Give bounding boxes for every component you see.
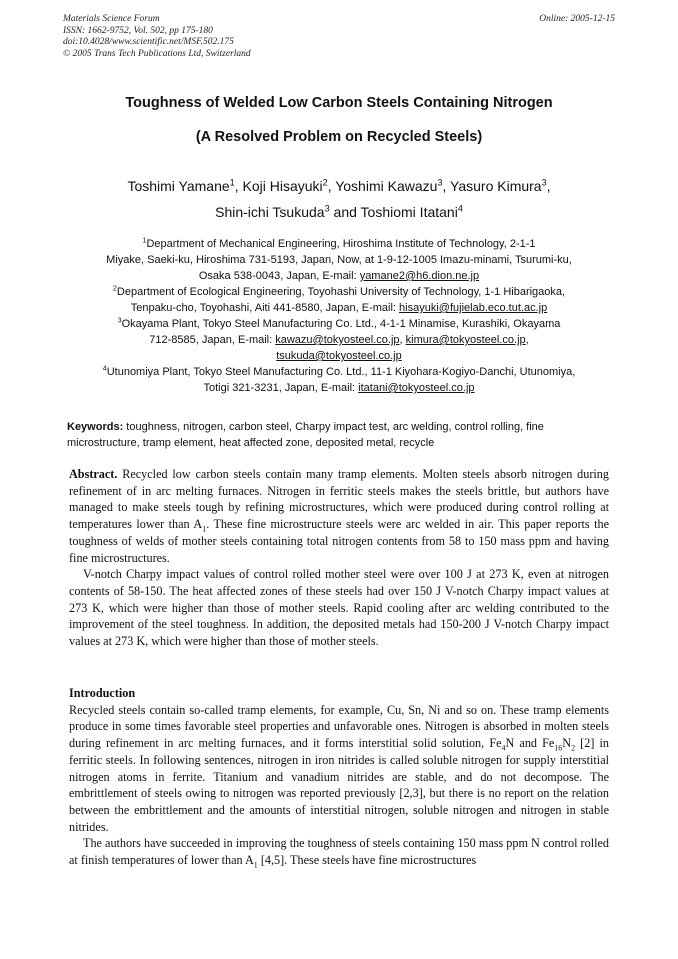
email-link[interactable]: kawazu@tokyosteel.co.jp (275, 334, 400, 346)
author-separator: , (234, 178, 243, 194)
affiliation-2 (48, 284, 630, 300)
affiliation-text: Department of Mechanical Engineering, Hiroshima Institute of Technology, 2-1-1 (146, 238, 536, 250)
affiliation-1-email-line (48, 268, 630, 284)
author-affiliation-mark: 3 (541, 177, 547, 188)
author-separator: , (546, 178, 551, 194)
author-name: Yoshimi Kawazu (335, 178, 438, 194)
body-text: Recycled steels contain so-called tramp elements, for example, Cu, Sn, Ni and so on. These tramp elements produce in some times favorable steel properties and unfavorable ones. Nitrogen is absorbed in molten steels during refinement in arc melting furnaces, and it forms interstitial solid solution, Fe (69, 702, 609, 751)
affiliations (48, 236, 630, 396)
subscript: 16 (554, 743, 563, 753)
affiliation-mark: 2 (112, 284, 117, 293)
author-affiliation-mark: 4 (457, 203, 463, 214)
author-name: Toshiomi Itatani (360, 204, 458, 220)
affiliation-4 (48, 364, 630, 380)
author-name: Shin-ichi Tsukuda (215, 204, 325, 220)
body-text: [4,5]. These steels have fine microstructures (257, 853, 477, 868)
keywords-label: Keywords: (67, 421, 124, 433)
journal-issn: ISSN: 1662-9752, Vol. 502, pp 175-180 (63, 25, 213, 36)
affiliation-text: 712-8585, Japan, E-mail: (149, 334, 276, 346)
body-text: N (562, 736, 572, 751)
email-link[interactable]: itatani@tokyosteel.co.jp (358, 382, 475, 394)
keywords (67, 419, 611, 451)
subscript: 1 (253, 860, 258, 870)
email-link[interactable]: hisayuki@fujielab.eco.tut.ac.jp (399, 302, 548, 314)
paper-title: Toughness of Welded Low Carbon Steels Containing Nitrogen (125, 95, 553, 111)
author-name: Yasuro Kimura (450, 178, 542, 194)
affiliation-text: Okayama Plant, Tokyo Steel Manufacturing Co. Ltd., 4-1-1 Minamise, Kurashiki, Okayama (121, 318, 561, 330)
subscript: 1 (202, 524, 207, 534)
author-affiliation-mark: 2 (322, 177, 328, 188)
affiliation-mark: 4 (102, 364, 107, 373)
author-list (40, 173, 638, 225)
author-separator: , (442, 178, 451, 194)
affiliation-text: Department of Ecological Engineering, Toyohashi University of Technology, 1-1 Hibarigaoka, (116, 286, 566, 298)
affiliation-mark: 1 (142, 236, 147, 245)
author-affiliation-mark: 1 (229, 177, 235, 188)
journal-doi: doi:10.4028/www.scientific.net/MSF.502.175 (63, 37, 234, 47)
author-affiliation-mark: 3 (437, 177, 443, 188)
abstract (69, 466, 609, 650)
journal-name: Materials Science Forum (63, 14, 160, 24)
affiliation-text: Utunomiya Plant, Tokyo Steel Manufacturing Co. Ltd., 11-1 Kiyohara-Kogiyo-Danchi, Utunomiya, (106, 366, 576, 378)
affiliation-1-cont: Miyake, Saeki-ku, Hiroshima 731-5193, Japan, Now, at 1-9-12-1005 Imazu-minami, Tsurumi-ku, (106, 254, 572, 266)
author-name: Toshimi Yamane (127, 178, 230, 194)
introduction-paragraph-1 (69, 702, 609, 836)
author-name: Koji Hisayuki (242, 178, 323, 194)
email-separator: , (399, 334, 406, 346)
email-link[interactable]: kimura@tokyosteel.co.jp (405, 334, 526, 346)
introduction (69, 685, 609, 869)
subscript: 2 (571, 743, 576, 753)
abstract-text: Recycled low carbon steels contain many tramp elements. Molten steels absorb nitrogen during refinement of in arc melting furnaces. Nitrogen in ferritic steels makes the steels brittle, but authors have managed to make steels tough by refining microstructures, which were produced during control rolling at temperatures lower than A (69, 467, 609, 532)
abstract-paragraph-2: V-notch Charpy impact values of control rolled mother steel were over 100 J at 273 K, even at nitrogen contents of 58-150. The heat affected zones of these steels had over 150 J V-notch Charpy impact values at 273 K, which were higher than those of mother steels. Rapid cooling after arc welding contributed to the improvement of the steel toughness. In addition, the deposited metals had 150-200 J V-notch Charpy impact values at 273 K, which were higher than those of mother steels. (69, 567, 609, 649)
email-link[interactable]: tsukuda@tokyosteel.co.jp (276, 350, 402, 362)
abstract-label: Abstract. (69, 467, 118, 481)
keywords-text: toughness, nitrogen, carbon steel, Charpy impact test, arc welding, control rolling, fine microstructure, tramp element, heat affected zone, deposited metal, recycle (67, 421, 544, 449)
email-link[interactable]: yamane2@h6.dion.ne.jp (359, 270, 480, 282)
affiliation-4-email-line (48, 380, 630, 396)
body-text: The authors have succeeded in improving the toughness of steels containing 150 mass ppm N control rolled at finish temperatures of lower than A (69, 836, 609, 868)
abstract-text: . These fine microstructure steels were arc welded in air. This paper reports the toughness of welds of mother steels containing total nitrogen contents from 58 to 150 mass ppm and having fine microstructures. (69, 517, 609, 565)
affiliation-3-email-line-2 (48, 348, 630, 364)
journal-header (63, 14, 251, 60)
online-date: Online: 2005-12-15 (539, 14, 615, 24)
affiliation-mark: 3 (117, 316, 122, 325)
author-affiliation-mark: 3 (324, 203, 330, 214)
journal-copyright: © 2005 Trans Tech Publications Ltd, Switzerland (63, 48, 251, 59)
author-line-1 (40, 173, 638, 199)
affiliation-text: Osaka 538-0043, Japan, E-mail: (198, 270, 360, 282)
body-text: N and Fe (505, 736, 555, 751)
author-line-2 (40, 199, 638, 225)
affiliation-3 (48, 316, 630, 332)
affiliation-text: Tenpaku-cho, Toyohashi, Aiti 441-8580, Japan, E-mail: (130, 302, 400, 314)
subscript: 4 (501, 743, 506, 753)
affiliation-2-email-line (48, 300, 630, 316)
abstract-paragraph-1 (69, 466, 609, 566)
author-separator: and (329, 204, 361, 220)
affiliation-text: Totigi 321-3231, Japan, E-mail: (203, 382, 359, 394)
introduction-heading: Introduction (69, 686, 136, 700)
affiliation-3-email-line (48, 332, 630, 348)
body-text: [2] in ferritic steels. In following sentences, nitrogen in iron nitrides is called soluble nitrogen for supply interstitial nitrogen atoms in ferrite. Titanium and vanadium nitrides are stable, and do not decompose. The embrittlement of steels owing to nitrogen was reported previously [2,3], but there is no report on the relation between the embrittlement and the amounts of interstitial nitrogen, soluble nitrogen and nitrogen in stable nitrides. (69, 736, 609, 834)
author-separator: , (327, 178, 336, 194)
email-separator: , (525, 334, 529, 346)
affiliation-1 (48, 236, 630, 252)
paper-subtitle: (A Resolved Problem on Recycled Steels) (195, 129, 483, 145)
introduction-paragraph-2 (69, 835, 609, 868)
